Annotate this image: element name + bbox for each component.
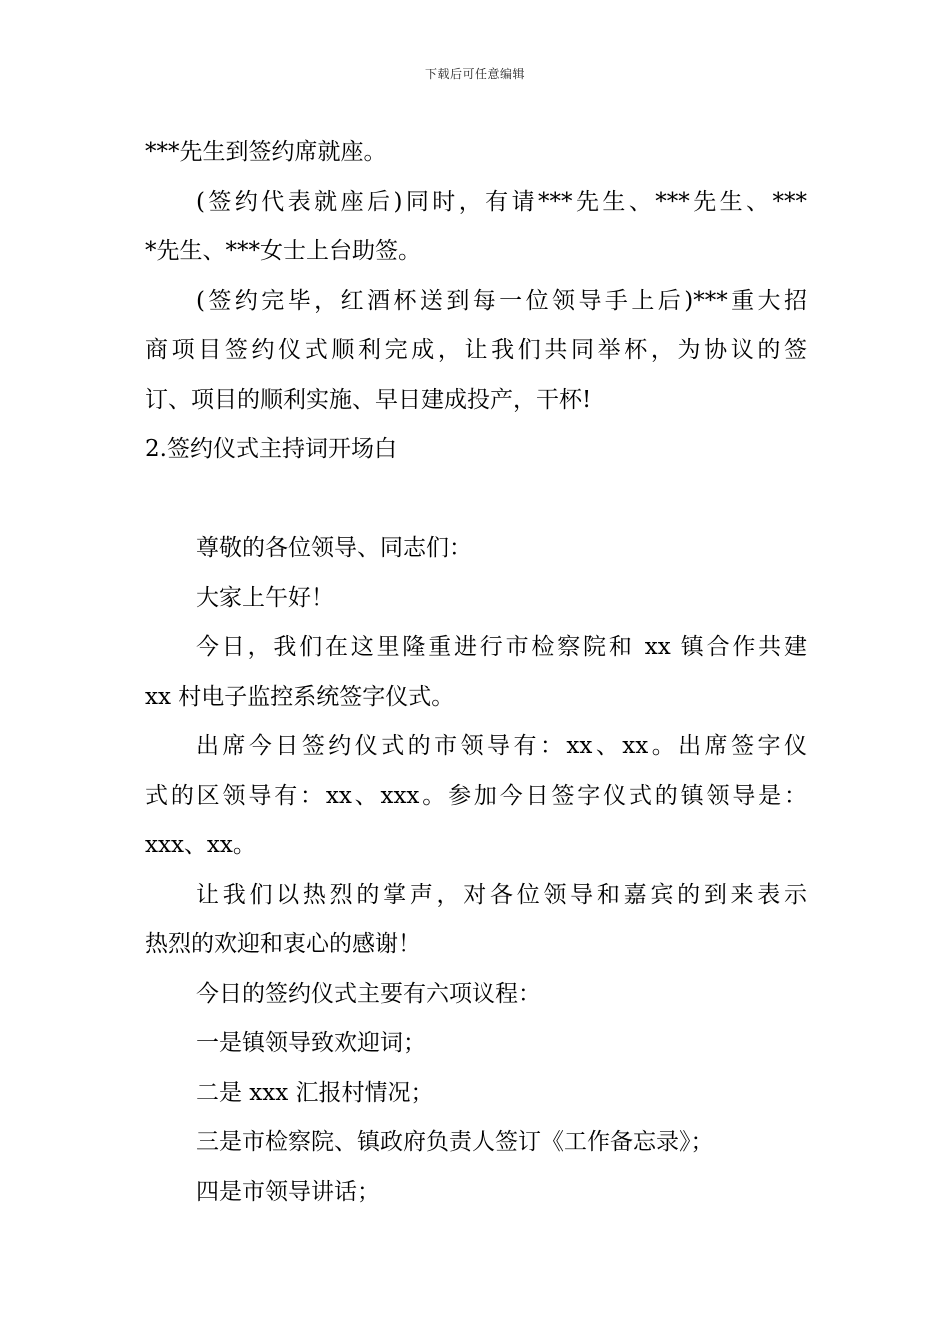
agenda-item: 三是市检察院、镇政府负责人签订《工作备忘录》； <box>196 1129 714 1155</box>
page-header: 下载后可任意编辑 <box>424 67 525 81</box>
paragraph-line: ***先生到签约席就座。 <box>145 139 387 165</box>
paragraph-line: xx 村电子监控系统签字仪式。 <box>145 683 455 710</box>
paragraph-line: 式的区领导有：xx、xxx。参加今日签字仪式的镇领导是： <box>145 782 807 809</box>
agenda-item: 四是市领导讲话； <box>196 1178 380 1205</box>
paragraph-line: xxx、xx。 <box>145 832 256 858</box>
paragraph-line: 出席今日签约仪式的市领导有：xx、xx。出席签字仪 <box>196 733 807 759</box>
paragraph-line: 商项目签约仪式顺利完成，让我们共同举杯，为协议的签 <box>145 337 807 363</box>
greeting-line: 尊敬的各位领导、同志们： <box>196 535 472 561</box>
greeting-line: 大家上午好！ <box>196 584 334 611</box>
agenda-item: 一是镇领导致欢迎词； <box>196 1030 426 1056</box>
paragraph-line: (签约代表就座后)同时，有请***先生、***先生、*** <box>196 188 807 215</box>
paragraph-line: 今日，我们在这里隆重进行市检察院和 xx 镇合作共建 <box>196 634 807 660</box>
paragraph-line: 订、项目的顺利实施、早日建成投产，干杯! <box>145 386 592 413</box>
agenda-intro: 今日的签约仪式主要有六项议程： <box>196 980 541 1007</box>
section-heading: 2.签约仪式主持词开场白 <box>145 436 397 462</box>
document-body <box>145 128 807 1217</box>
paragraph-line: 让我们以热烈的掌声，对各位领导和嘉宾的到来表示 <box>196 881 807 908</box>
paragraph-line: (签约完毕，红酒杯送到每一位领导手上后)***重大招 <box>196 287 807 314</box>
blank-line <box>145 475 807 525</box>
agenda-item: 二是 xxx 汇报村情况； <box>196 1079 434 1106</box>
paragraph-line: 热烈的欢迎和衷心的感谢！ <box>145 931 421 957</box>
paragraph-line: *先生、***女士上台助签。 <box>145 238 421 264</box>
